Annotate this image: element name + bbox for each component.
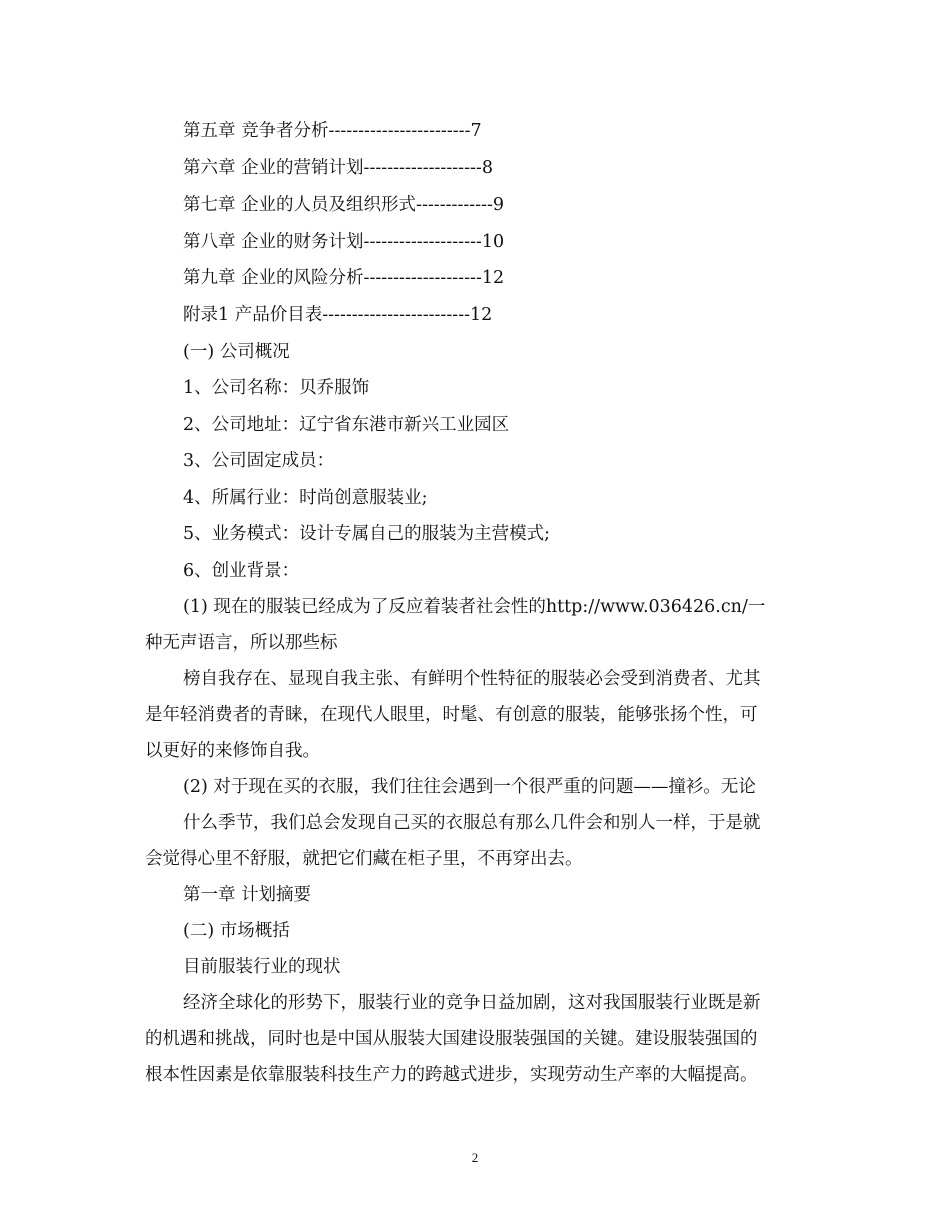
- company-item: 1、公司名称：贝乔服饰: [183, 378, 370, 398]
- paragraph-line: (1) 现在的服装已经成为了反应着装者社会性的http://www.036426.cn/一: [183, 597, 766, 617]
- toc-entry: 第七章 企业的人员及组织形式-------------9: [183, 195, 505, 215]
- toc-entry: 第六章 企业的营销计划--------------------8: [183, 158, 493, 178]
- paragraph-line: 会觉得心里不舒服，就把它们藏在柜子里，不再穿出去。: [145, 849, 583, 869]
- paragraph-line: 种无声语言，所以那些标: [145, 633, 338, 653]
- subheading: 目前服装行业的现状: [183, 957, 341, 977]
- paragraph-line: 以更好的来修饰自我。: [145, 741, 320, 761]
- paragraph-line: 榜自我存在、显现自我主张、有鲜明个性特征的服装必会受到消费者、尤其: [183, 669, 761, 689]
- company-item: 3、公司固定成员：: [183, 451, 335, 471]
- paragraph-line: 的机遇和挑战，同时也是中国从服装大国建设服装强国的关键。建设服装强国的: [145, 1029, 758, 1049]
- paragraph-line: 根本性因素是依靠服装科技生产力的跨越式进步，实现劳动生产率的大幅提高。: [145, 1065, 758, 1085]
- chapter-heading: 第一章 计划摘要: [183, 885, 312, 905]
- toc-entry: 第八章 企业的财务计划--------------------10: [183, 232, 505, 252]
- toc-entry: 第九章 企业的风险分析--------------------12: [183, 268, 505, 288]
- paragraph-line: 什么季节，我们总会发现自己买的衣服总有那么几件会和别人一样，于是就: [183, 813, 761, 833]
- company-item: 2、公司地址：辽宁省东港市新兴工业园区: [183, 415, 510, 435]
- paragraph-line: (2) 对于现在买的衣服，我们往往会遇到一个很严重的问题——撞衫。无论: [183, 777, 756, 797]
- company-item: 4、所属行业：时尚创意服装业;: [183, 488, 428, 508]
- company-item: 6、创业背景：: [183, 561, 300, 581]
- page-number: 2: [471, 1150, 479, 1165]
- paragraph-line: 经济全球化的形势下，服装行业的竞争日益加剧，这对我国服装行业既是新: [183, 993, 761, 1013]
- paragraph-line: 是年轻消费者的青睐，在现代人眼里，时髦、有创意的服装，能够张扬个性，可: [145, 705, 758, 725]
- section-heading: (二) 市场概括: [183, 921, 290, 941]
- toc-entry: 附录1 产品价目表-------------------------12: [183, 305, 493, 325]
- company-item: 5、业务模式：设计专属自己的服装为主营模式;: [183, 524, 551, 544]
- toc-entry: 第五章 竞争者分析------------------------7: [183, 121, 482, 141]
- section-heading: (一) 公司概况: [183, 342, 290, 362]
